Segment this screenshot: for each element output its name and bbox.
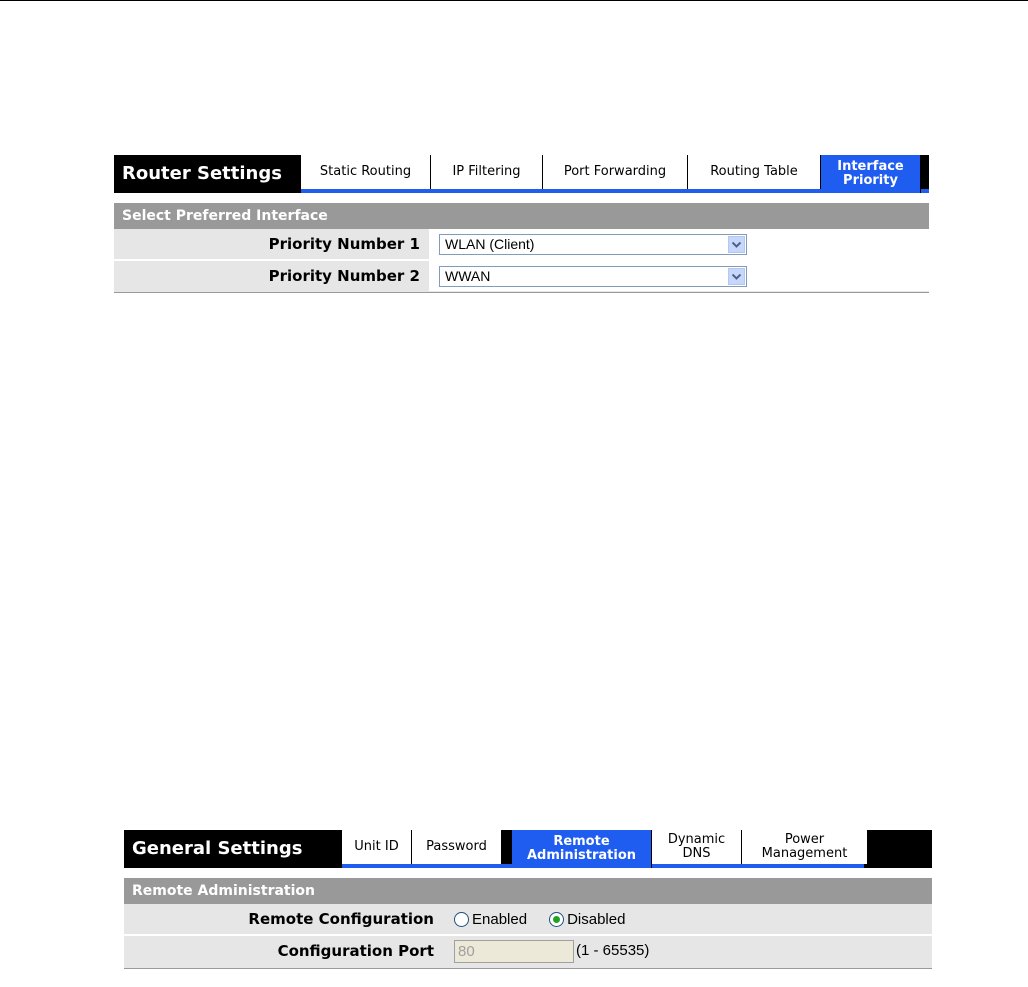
tab-power-management[interactable] (742, 830, 868, 864)
chevron-down-icon[interactable] (728, 236, 745, 253)
remote-configuration-radio-group (454, 904, 647, 934)
radio-enabled-label[interactable]: Enabled (472, 910, 528, 928)
tab-dynamic-dns-line2: DNS (682, 846, 711, 861)
general-settings-title: General Settings (132, 838, 303, 859)
configuration-port-label: Configuration Port (277, 942, 434, 960)
router-settings-title: Router Settings (122, 163, 282, 184)
tab-password-label: Password (426, 839, 487, 854)
tab-dynamic-dns-line1: Dynamic (667, 832, 726, 847)
tab-static-routing[interactable] (301, 155, 431, 189)
router-settings-tabbar (114, 155, 929, 193)
priority-2-label: Priority Number 2 (268, 267, 420, 285)
configuration-port-value: 80 (458, 943, 475, 960)
remote-administration-header: Remote Administration (124, 878, 932, 904)
select-preferred-interface-header: Select Preferred Interface (114, 203, 929, 229)
radio-enabled[interactable] (454, 912, 469, 927)
tab-routing-table-label: Routing Table (710, 164, 798, 179)
configuration-port-value-cell (446, 936, 932, 966)
priority-row-2 (114, 261, 929, 293)
chevron-down-icon[interactable] (728, 268, 745, 285)
tab-interface-priority[interactable] (821, 155, 921, 193)
tab-ip-filtering[interactable] (431, 155, 543, 189)
tab-dynamic-dns-text (668, 833, 725, 861)
remote-configuration-row (124, 904, 932, 936)
tab-power-management-line2: Management (761, 846, 848, 861)
tab-unit-id-label: Unit ID (354, 839, 399, 854)
tab-port-forwarding-label: Port Forwarding (563, 164, 667, 179)
tab-unit-id[interactable] (342, 830, 412, 864)
radio-disabled-label[interactable]: Disabled (567, 910, 626, 928)
remote-configuration-label: Remote Configuration (248, 910, 434, 928)
priority-row-1 (114, 229, 929, 261)
tab-remote-administration-line2: Administration (526, 848, 637, 863)
priority-1-select[interactable] (439, 234, 747, 255)
tab-static-routing-label: Static Routing (319, 164, 412, 179)
page-top-rule (0, 0, 1028, 1)
tab-remote-administration-line1: Remote (553, 834, 610, 849)
tab-interface-priority-line1: Interface (837, 159, 904, 174)
tab-remote-administration[interactable] (512, 830, 652, 868)
general-settings-panel (124, 830, 932, 982)
priority-2-select[interactable] (439, 266, 747, 287)
radio-disabled[interactable] (549, 912, 564, 927)
tab-port-forwarding[interactable] (543, 155, 688, 189)
priority-1-selected-value: WLAN (Client) (445, 236, 535, 252)
general-settings-tabbar (124, 830, 932, 868)
priority-2-value-cell (429, 261, 929, 291)
configuration-port-range: (1 - 65535) (576, 942, 650, 959)
remote-configuration-value-cell (446, 904, 932, 934)
priority-2-selected-value: WWAN (445, 268, 491, 284)
configuration-port-row (124, 936, 932, 969)
tab-interface-priority-text (837, 160, 904, 188)
tab-dynamic-dns[interactable] (652, 830, 742, 864)
priority-1-label: Priority Number 1 (268, 235, 420, 253)
tab-password[interactable] (412, 830, 502, 864)
tab-interface-priority-line2: Priority (843, 173, 898, 188)
tab-routing-table[interactable] (688, 155, 821, 189)
priority-1-value-cell (429, 229, 929, 259)
tab-power-management-text (762, 833, 848, 861)
tab-ip-filtering-label: IP Filtering (452, 164, 521, 179)
radio-selected-dot (553, 916, 560, 923)
configuration-port-input[interactable] (454, 940, 574, 963)
tab-remote-administration-text (527, 835, 636, 863)
router-settings-panel (114, 155, 929, 307)
tab-power-management-line1: Power (784, 832, 825, 847)
